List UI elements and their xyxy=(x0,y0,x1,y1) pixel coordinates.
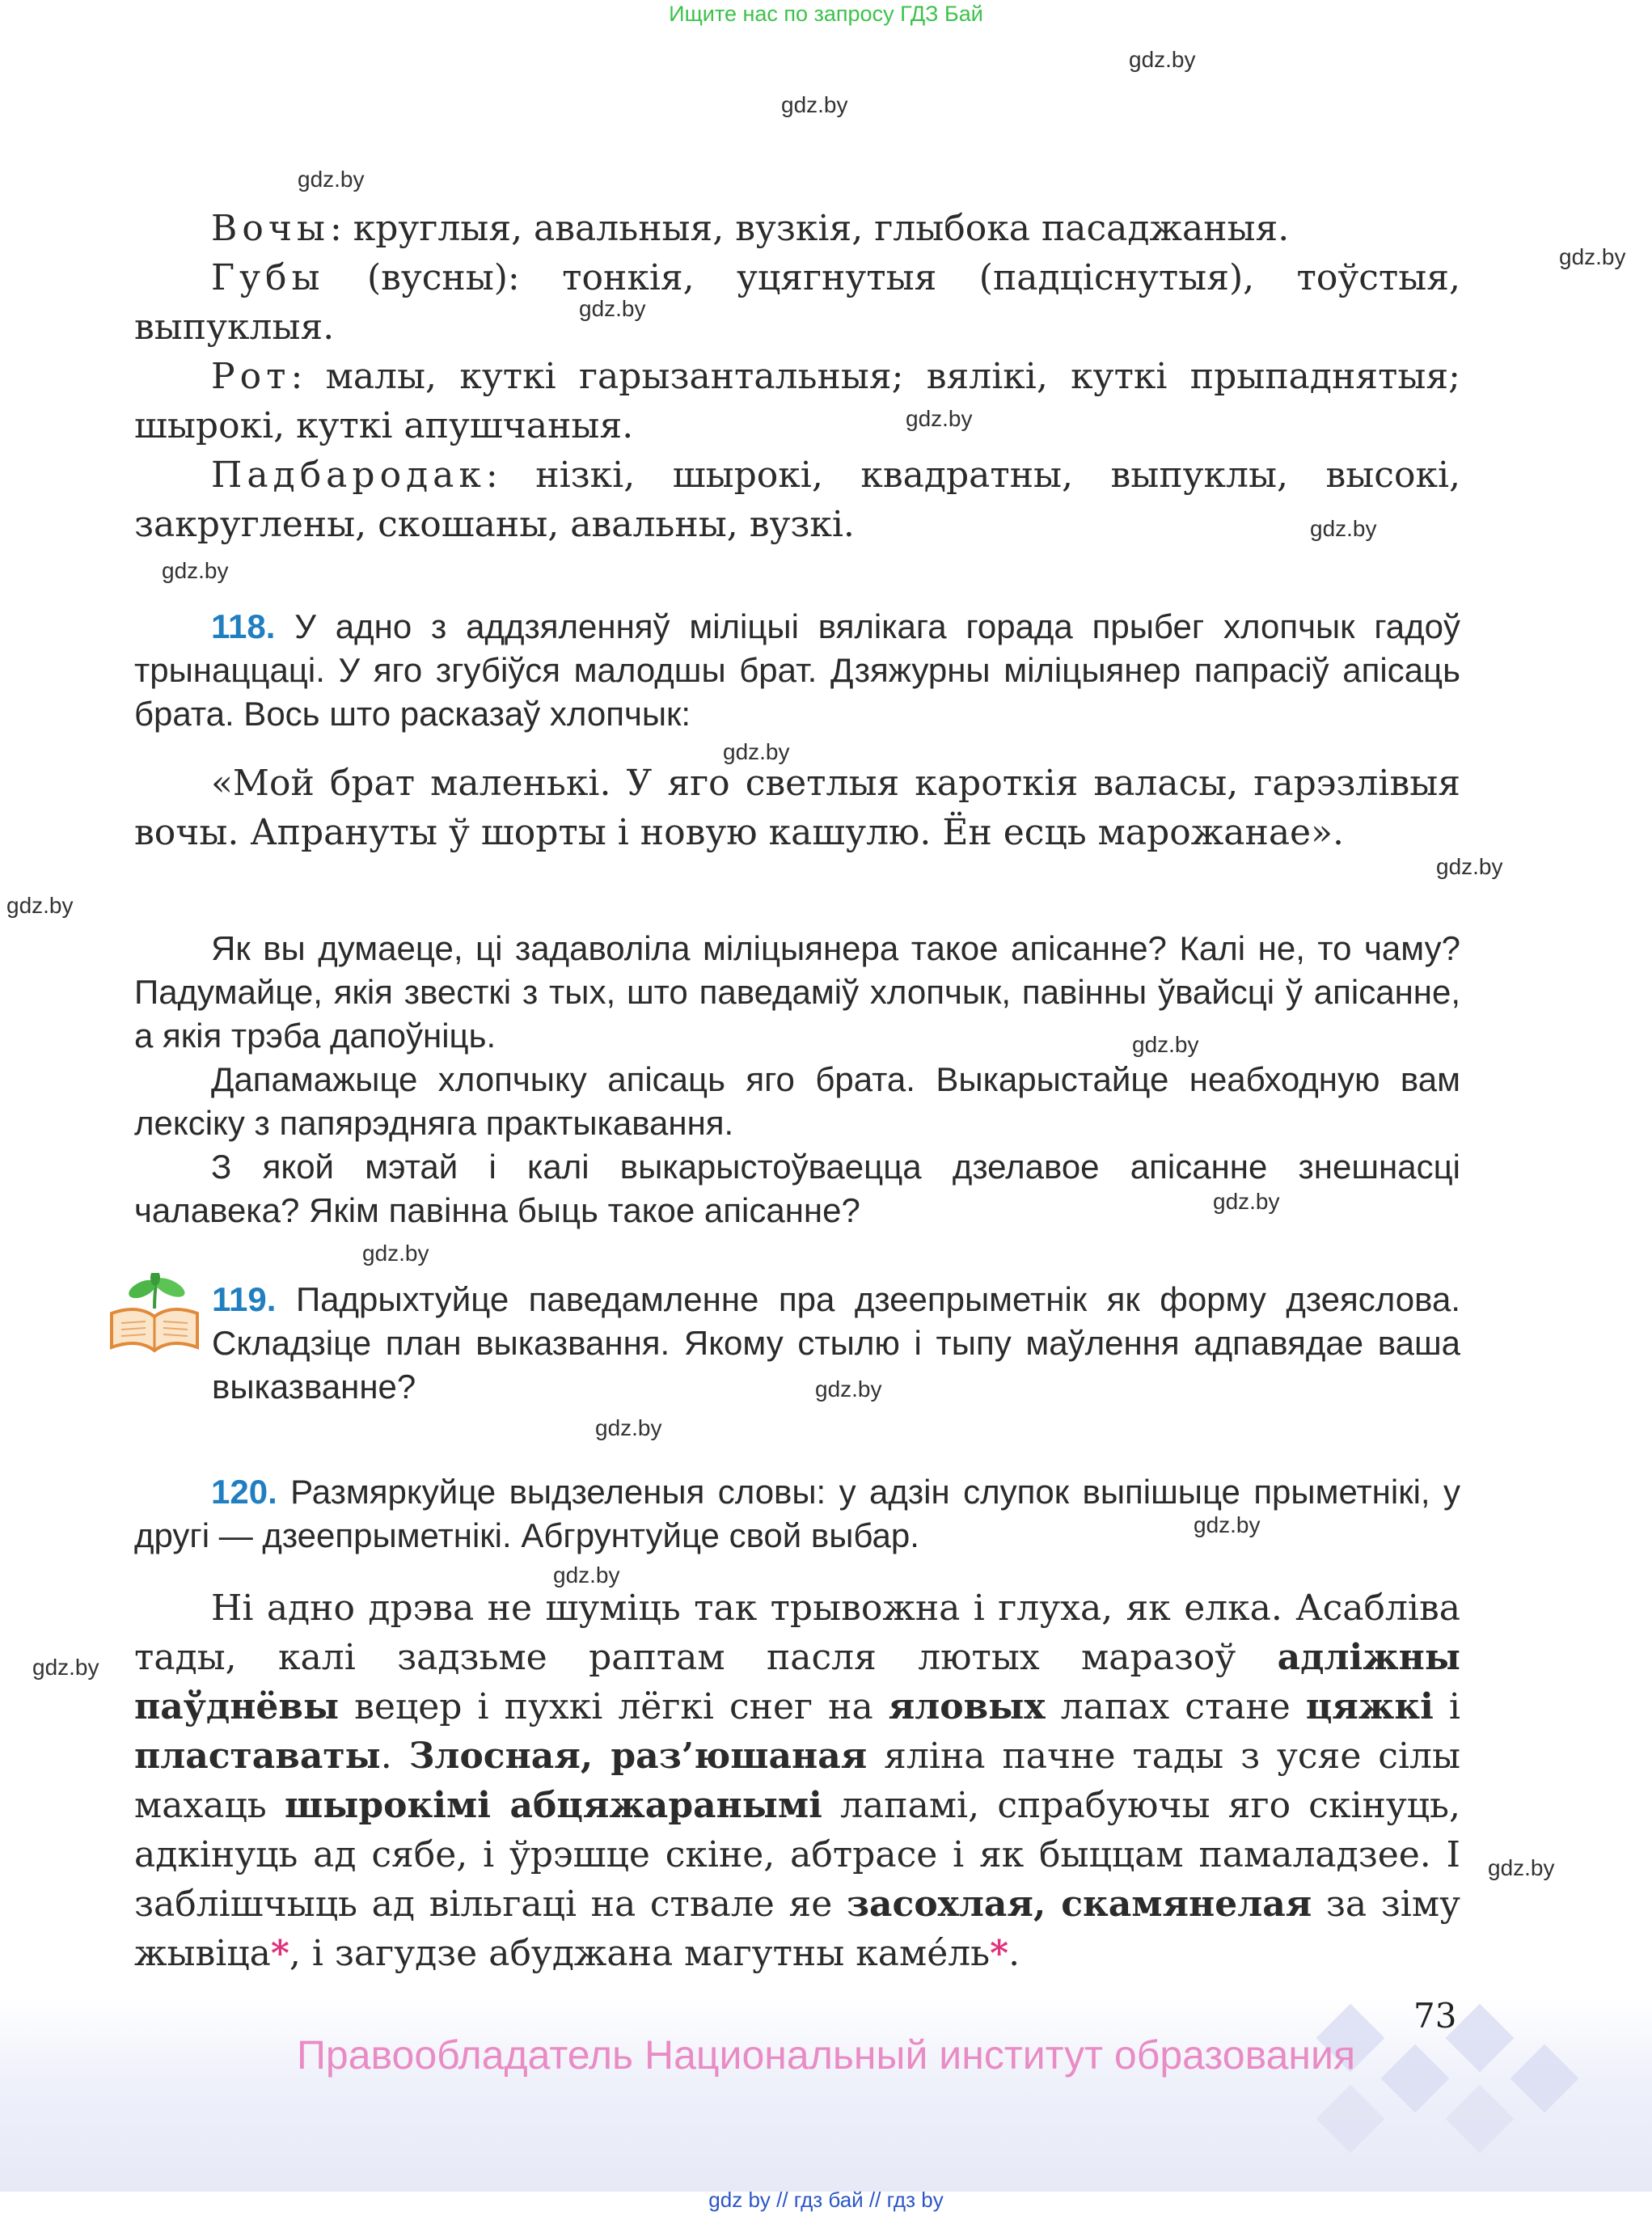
bottom-links[interactable]: gdz by // гдз бай // гдз by xyxy=(708,2188,944,2212)
watermark: gdz.by xyxy=(362,1241,429,1266)
spruce-passage xyxy=(134,1583,1460,1978)
passage-fragment: вецер і пухкі лёгкі снег на xyxy=(339,1686,889,1727)
exercise-120 xyxy=(134,1470,1460,1558)
watermark: gdz.by xyxy=(781,92,848,117)
face-description-list xyxy=(134,204,1460,549)
watermark: gdz.by xyxy=(1132,1032,1199,1057)
passage-fragment: за зіму жывіца xyxy=(134,1884,1460,1974)
highlighted-word: пластаваты xyxy=(134,1736,381,1777)
passage-fragment: . xyxy=(380,1736,409,1777)
highlighted-word: адліжны паўднёвы xyxy=(134,1637,1460,1727)
passage-fragment: Ні адно дрэва не шуміць так трывожна і глуха, як елка. Асабліва тады, калі задзьме раптам пасля лютых маразоў xyxy=(134,1588,1460,1678)
boy-quote: «Мой брат маленькі. У яго светлыя кароткія валасы, гарэзлівыя вочы. Апрануты ў шорты і новую кашулю. Ён есць марожанае». xyxy=(134,763,1460,853)
term-definition: : круглыя, авальныя, вузкія, глыбока пасаджаныя. xyxy=(329,208,1290,249)
watermark: gdz.by xyxy=(1488,1855,1555,1880)
watermark: gdz.by xyxy=(1559,244,1626,269)
footnote-asterisk: * xyxy=(990,1933,1009,1974)
exercise-number: 120. xyxy=(211,1473,277,1511)
footnote-asterisk: * xyxy=(270,1933,289,1974)
term-definition: (вусны): тонкія, уцягнутыя (падціснутыя), тоўстыя, выпуклыя. xyxy=(134,257,1460,348)
watermark: gdz.by xyxy=(723,739,790,764)
description-item xyxy=(134,352,1460,450)
highlighted-word: шырокімі абцяжаранымі xyxy=(285,1785,822,1826)
exercise-118-questions xyxy=(134,927,1460,1233)
watermark: gdz.by xyxy=(162,558,229,583)
watermark: gdz.by xyxy=(32,1655,99,1680)
passage-text xyxy=(134,1583,1460,1978)
watermark: gdz.by xyxy=(595,1415,662,1440)
term: Рот xyxy=(211,356,291,397)
description-item xyxy=(134,253,1460,352)
exercise-text: Падрыхтуйце паведамленне пра дзеепрыметнік як форму дзеяслова. Складзіце план выказвання. Якому стылю і тыпу маўлення адпавядае ваша выказванне? xyxy=(212,1280,1460,1406)
open-book-sprout-icon xyxy=(107,1273,202,1357)
watermark: gdz.by xyxy=(1129,47,1196,72)
question-3: З якой мэтай і калі выкарыстоўваецца дзелавое апісанне знешнасці чалавека? Якім павінна быць такое апісанне? xyxy=(134,1148,1460,1229)
top-banner: Ищите нас по запросу ГДЗ Бай xyxy=(669,2,983,26)
term-definition: : малы, куткі гарызантальныя; вялікі, куткі прыпаднятыя; шырокі, куткі апушчаныя. xyxy=(134,356,1460,446)
exercise-number: 118. xyxy=(211,607,276,645)
exercise-119 xyxy=(212,1278,1460,1409)
term: Вочы xyxy=(211,208,330,249)
watermark: gdz.by xyxy=(1436,854,1503,879)
watermark: gdz.by xyxy=(1310,516,1377,541)
exercise-number: 119. xyxy=(212,1280,277,1318)
copyright-notice: Правообладатель Национальный институт образования xyxy=(296,2032,1356,2078)
term-definition: : нізкі, шырокі, квадратны, выпуклы, высокі, закруглены, скошаны, авальны, вузкі. xyxy=(134,455,1460,545)
exercise-text: У адно з аддзяленняў міліцыі вялікага горада прыбег хлопчык гадоў трынаццаці. У яго згубіўся малодшы брат. Дзяжурны міліцыянер папрасіў апісаць брата. Вось што расказаў хлопчык: xyxy=(134,607,1460,733)
highlighted-word: засохлая, скамянелая xyxy=(846,1884,1312,1925)
watermark: gdz.by xyxy=(298,167,365,192)
term: Падбародак xyxy=(211,455,486,496)
term: Губы xyxy=(211,257,325,298)
exercise-118-intro xyxy=(134,605,1460,736)
passage-fragment: , і загудзе абуджана магутны каме́ль xyxy=(289,1933,991,1974)
watermark: gdz.by xyxy=(1194,1512,1261,1537)
question-1: Як вы думаеце, ці задаволіла міліцыянера такое апісанне? Калі не, то чаму? Падумайце, якія звесткі з тых, што паведаміў хлопчык, павінны ўвайсці ў апісанне, а якія трэба дапоўніць. xyxy=(134,929,1460,1055)
question-2: Дапамажыце хлопчыку апісаць яго брата. Выкарыстайце неабходную вам лексіку з папярэдняга практыкавання. xyxy=(134,1060,1460,1142)
highlighted-word: Злосная, раз’юшаная xyxy=(408,1736,868,1777)
passage-fragment: лапах стане xyxy=(1045,1686,1306,1727)
passage-fragment: . xyxy=(1008,1933,1020,1974)
watermark: gdz.by xyxy=(906,406,973,431)
exercise-118-quote xyxy=(134,759,1460,857)
highlighted-word: яловых xyxy=(888,1686,1046,1727)
passage-fragment: яліна пачне тады з усяе сілы махаць xyxy=(134,1736,1460,1826)
description-item xyxy=(134,204,1460,253)
watermark: gdz.by xyxy=(6,893,74,918)
watermark: gdz.by xyxy=(553,1562,620,1588)
watermark: gdz.by xyxy=(815,1376,882,1402)
exercise-text: Размяркуйце выдзеленыя словы: у адзін слупок выпішыце прыметнікі, у другі — дзеепрыметнікі. Абгрунтуйце свой выбар. xyxy=(134,1473,1460,1554)
passage-fragment: лапамі, спрабуючы яго скінуць, адкінуць ад сябе, і ўрэшце скіне, абтрасе і як быццам памаладзее. І заблішчыць ад вільгаці на ствале яе xyxy=(134,1785,1460,1925)
highlighted-word: цяжкі xyxy=(1305,1686,1434,1727)
page-number: 73 xyxy=(1413,1996,1457,2036)
passage-fragment: і xyxy=(1433,1686,1460,1727)
watermark: gdz.by xyxy=(1213,1189,1280,1214)
description-item xyxy=(134,450,1460,549)
watermark: gdz.by xyxy=(579,296,646,321)
